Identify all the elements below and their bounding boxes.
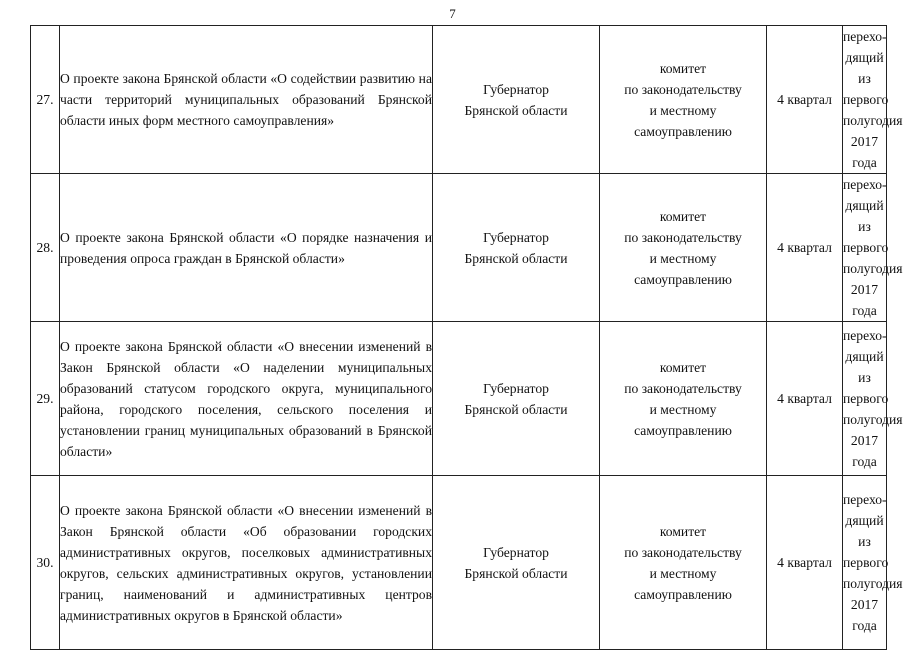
note-line: перехо- (843, 328, 887, 343)
initiator-line: Губернатор (483, 380, 549, 396)
bill-title: О проекте закона Брянской области «О содействии развитию на части территорий муниципальных образований Брянской области иных форм местного самоуправления» (60, 26, 433, 174)
term-cell: 4 квартал (767, 322, 843, 476)
note-line: дящий из (845, 50, 884, 86)
table-row (31, 174, 887, 322)
committee-line: самоуправлению (634, 586, 732, 602)
note-cell (843, 26, 903, 174)
row-number: 27. (31, 26, 60, 174)
table-row (31, 322, 887, 476)
note-line: 2017 года (850, 433, 879, 469)
note-line: дящий из (845, 513, 884, 549)
note-line: первого (843, 555, 889, 570)
committee-line: комитет (659, 60, 707, 76)
committee-line: комитет (659, 208, 707, 224)
committee-cell (600, 26, 767, 174)
committee-cell (600, 174, 767, 322)
note-line: полугодия (843, 412, 903, 427)
bill-title: О проекте закона Брянской области «О порядке назначения и проведения опроса граждан в Брянской области» (60, 174, 433, 322)
initiator-line: Губернатор (483, 544, 549, 560)
note-line: полугодия (843, 576, 903, 591)
initiator-cell (433, 322, 600, 476)
row-number: 28. (31, 174, 60, 322)
note-line: дящий из (845, 198, 884, 234)
row-number: 29. (31, 322, 60, 476)
note-line: дящий из (845, 349, 884, 385)
note-cell (843, 322, 903, 476)
legislative-plan-table (30, 25, 903, 650)
term-cell: 4 квартал (767, 174, 843, 322)
initiator-cell (433, 476, 600, 650)
note-line: первого (843, 240, 889, 255)
committee-line: самоуправлению (634, 271, 732, 287)
note-line: полугодия (843, 261, 903, 276)
bill-title: О проекте закона Брянской области «О внесении изменений в Закон Брянской области «Об образовании городских административных округов, поселковых административных округов, сельских административных округов, установлении границ, наименований и административных центров административных округов в Брянской области» (60, 476, 433, 650)
committee-cell (600, 476, 767, 650)
initiator-line: Брянской области (464, 250, 568, 266)
committee-line: самоуправлению (634, 422, 732, 438)
page-number: 7 (449, 6, 456, 21)
table-row (31, 26, 887, 174)
bill-title: О проекте закона Брянской области «О внесении изменений в Закон Брянской области «О наделении муниципальных образований статусом городского округа, муниципального района, городского поселения, сельского поселения и установлении границ муниципальных образований в Брянской области» (60, 322, 433, 476)
committee-line: и местному (649, 250, 717, 266)
note-cell (843, 174, 903, 322)
note-line: первого (843, 391, 889, 406)
note-line: первого (843, 92, 889, 107)
note-line: 2017 года (850, 134, 879, 170)
committee-line: комитет (659, 523, 707, 539)
note-line: полугодия (843, 113, 903, 128)
note-line: перехо- (843, 177, 887, 192)
term-cell: 4 квартал (767, 26, 843, 174)
committee-line: комитет (659, 359, 707, 375)
committee-line: и местному (649, 401, 717, 417)
row-number: 30. (31, 476, 60, 650)
note-cell (843, 476, 903, 650)
term-cell: 4 квартал (767, 476, 843, 650)
note-line: перехо- (843, 492, 887, 507)
note-line: перехо- (843, 29, 887, 44)
committee-line: по законодательству (624, 544, 742, 560)
committee-line: по законодательству (624, 380, 742, 396)
note-line: 2017 года (850, 597, 879, 633)
initiator-line: Брянской области (464, 401, 568, 417)
table-row (31, 476, 887, 650)
initiator-cell (433, 26, 600, 174)
committee-line: и местному (649, 565, 717, 581)
committee-line: по законодательству (624, 229, 742, 245)
committee-cell (600, 322, 767, 476)
initiator-line: Брянской области (464, 565, 568, 581)
committee-line: по законодательству (624, 81, 742, 97)
committee-line: самоуправлению (634, 123, 732, 139)
initiator-cell (433, 174, 600, 322)
note-line: 2017 года (850, 282, 879, 318)
initiator-line: Губернатор (483, 229, 549, 245)
initiator-line: Губернатор (483, 81, 549, 97)
initiator-line: Брянской области (464, 102, 568, 118)
committee-line: и местному (649, 102, 717, 118)
